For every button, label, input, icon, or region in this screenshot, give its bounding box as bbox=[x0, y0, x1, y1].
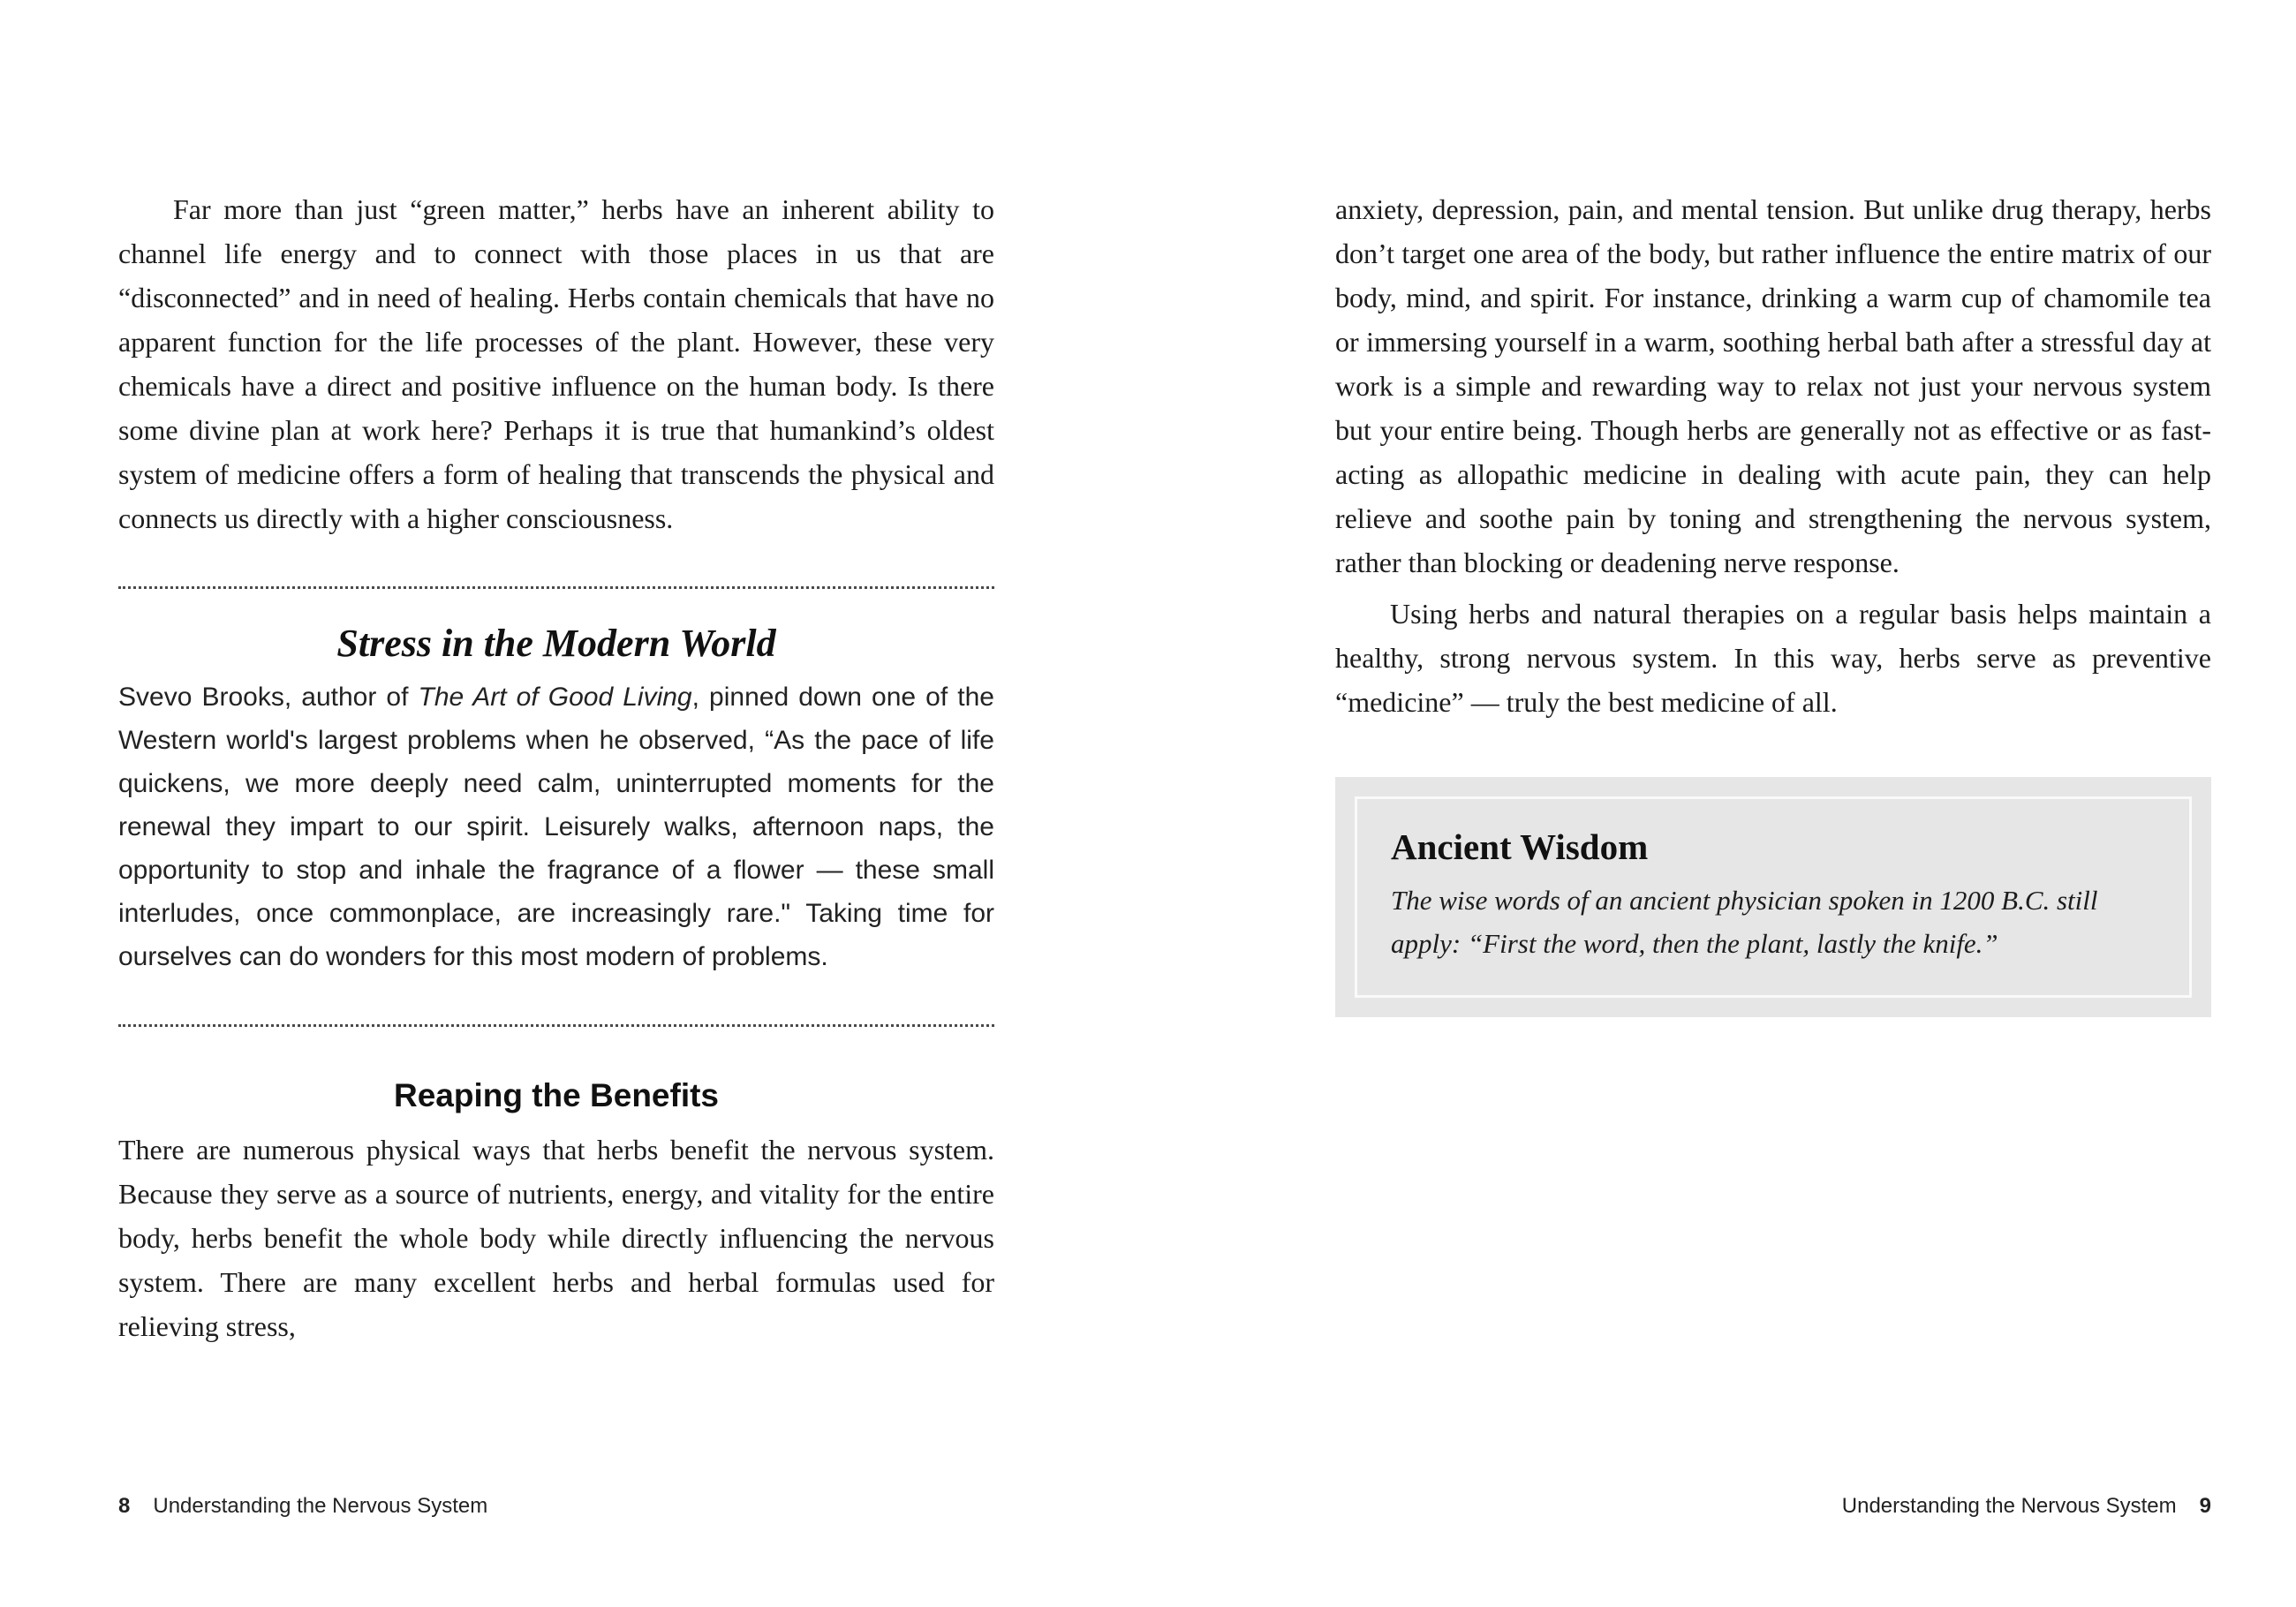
left-running-title: Understanding the Nervous System bbox=[153, 1494, 488, 1518]
left-page-number: 8 bbox=[118, 1494, 131, 1518]
section-heading-stress: Stress in the Modern World bbox=[336, 622, 776, 665]
dotted-divider bbox=[118, 1024, 994, 1027]
section-heading-benefits: Reaping the Benefits bbox=[394, 1077, 719, 1113]
right-running-title: Understanding the Nervous System bbox=[1841, 1494, 2177, 1518]
benefits-paragraph: There are numerous physical ways that herbs benefit the nervous system. Because they serve as a source of nutrients, energy, and vitality for the entire body, herbs benefit the whole body while directly influencing the nervous system. There are many excellent herbs and herbal formulas used for relieving stress, bbox=[118, 1134, 994, 1342]
stress-paragraph-post: , pinned down one of the Western world's largest problems when he observed, “As the pace of life quickens, we more deeply need calm, uninterrupted moments for the renewal they impart to our spirit. Leisurely walks, afternoon naps, the opportunity to stop and inhale the fragrance of a flower — these small interludes, once commonplace, are increasingly rare." Taking time for ourselves can do wonders for this most modern of problems. bbox=[118, 683, 994, 971]
preventive-medicine-paragraph: Using herbs and natural therapies on a regular basis helps maintain a healthy, strong nervous system. In this way, herbs serve as preventive “medicine” — truly the best medicine of all. bbox=[1335, 598, 2211, 718]
left-page-column bbox=[118, 187, 994, 1348]
stress-paragraph-pre: Svevo Brooks, author of bbox=[118, 683, 419, 712]
dotted-divider bbox=[118, 586, 994, 589]
left-page-footer bbox=[118, 1494, 994, 1519]
stress-paragraph bbox=[118, 675, 994, 978]
ancient-wisdom-heading: Ancient Wisdom bbox=[1391, 826, 1649, 867]
intro-paragraph: Far more than just “green matter,” herbs have an inherent ability to channel life energy and to connect with those places in us that are “disconnected” and in need of healing. Herbs contain chemicals that have no apparent function for the life processes of the plant. However, these very chemicals have a direct and positive influence on the human body. Is there some divine plan at work here? Perhaps it is true that humankind’s oldest system of medicine offers a form of healing that transcends the physical and connects us directly with a higher consciousness. bbox=[118, 193, 994, 534]
continuation-paragraph: anxiety, depression, pain, and mental tension. But unlike drug therapy, herbs don’t target one area of the body, but rather influence the entire matrix of our body, mind, and spirit. For instance, drinking a warm cup of chamomile tea or immersing yourself in a warm, soothing herbal bath after a stressful day at work is a simple and rewarding way to relax not just your nervous system but your entire being. Though herbs are generally not as effective or as fast-acting as allopathic medicine in dealing with acute pain, they can help relieve and soothe pain by toning and strengthening the nervous system, rather than blocking or deadening nerve response. bbox=[1335, 193, 2211, 578]
book-title-italic: The Art of Good Living bbox=[418, 683, 692, 712]
ancient-wisdom-box-inner bbox=[1355, 796, 2192, 998]
right-page-column bbox=[1335, 187, 2211, 1017]
ancient-wisdom-box bbox=[1335, 777, 2211, 1017]
ancient-wisdom-body: The wise words of an ancient physician spoken in 1200 B.C. still apply: “First the word, then the plant, lastly the knife.” bbox=[1391, 885, 2098, 959]
right-page-footer bbox=[1335, 1494, 2211, 1519]
right-page-number: 9 bbox=[2199, 1494, 2211, 1518]
